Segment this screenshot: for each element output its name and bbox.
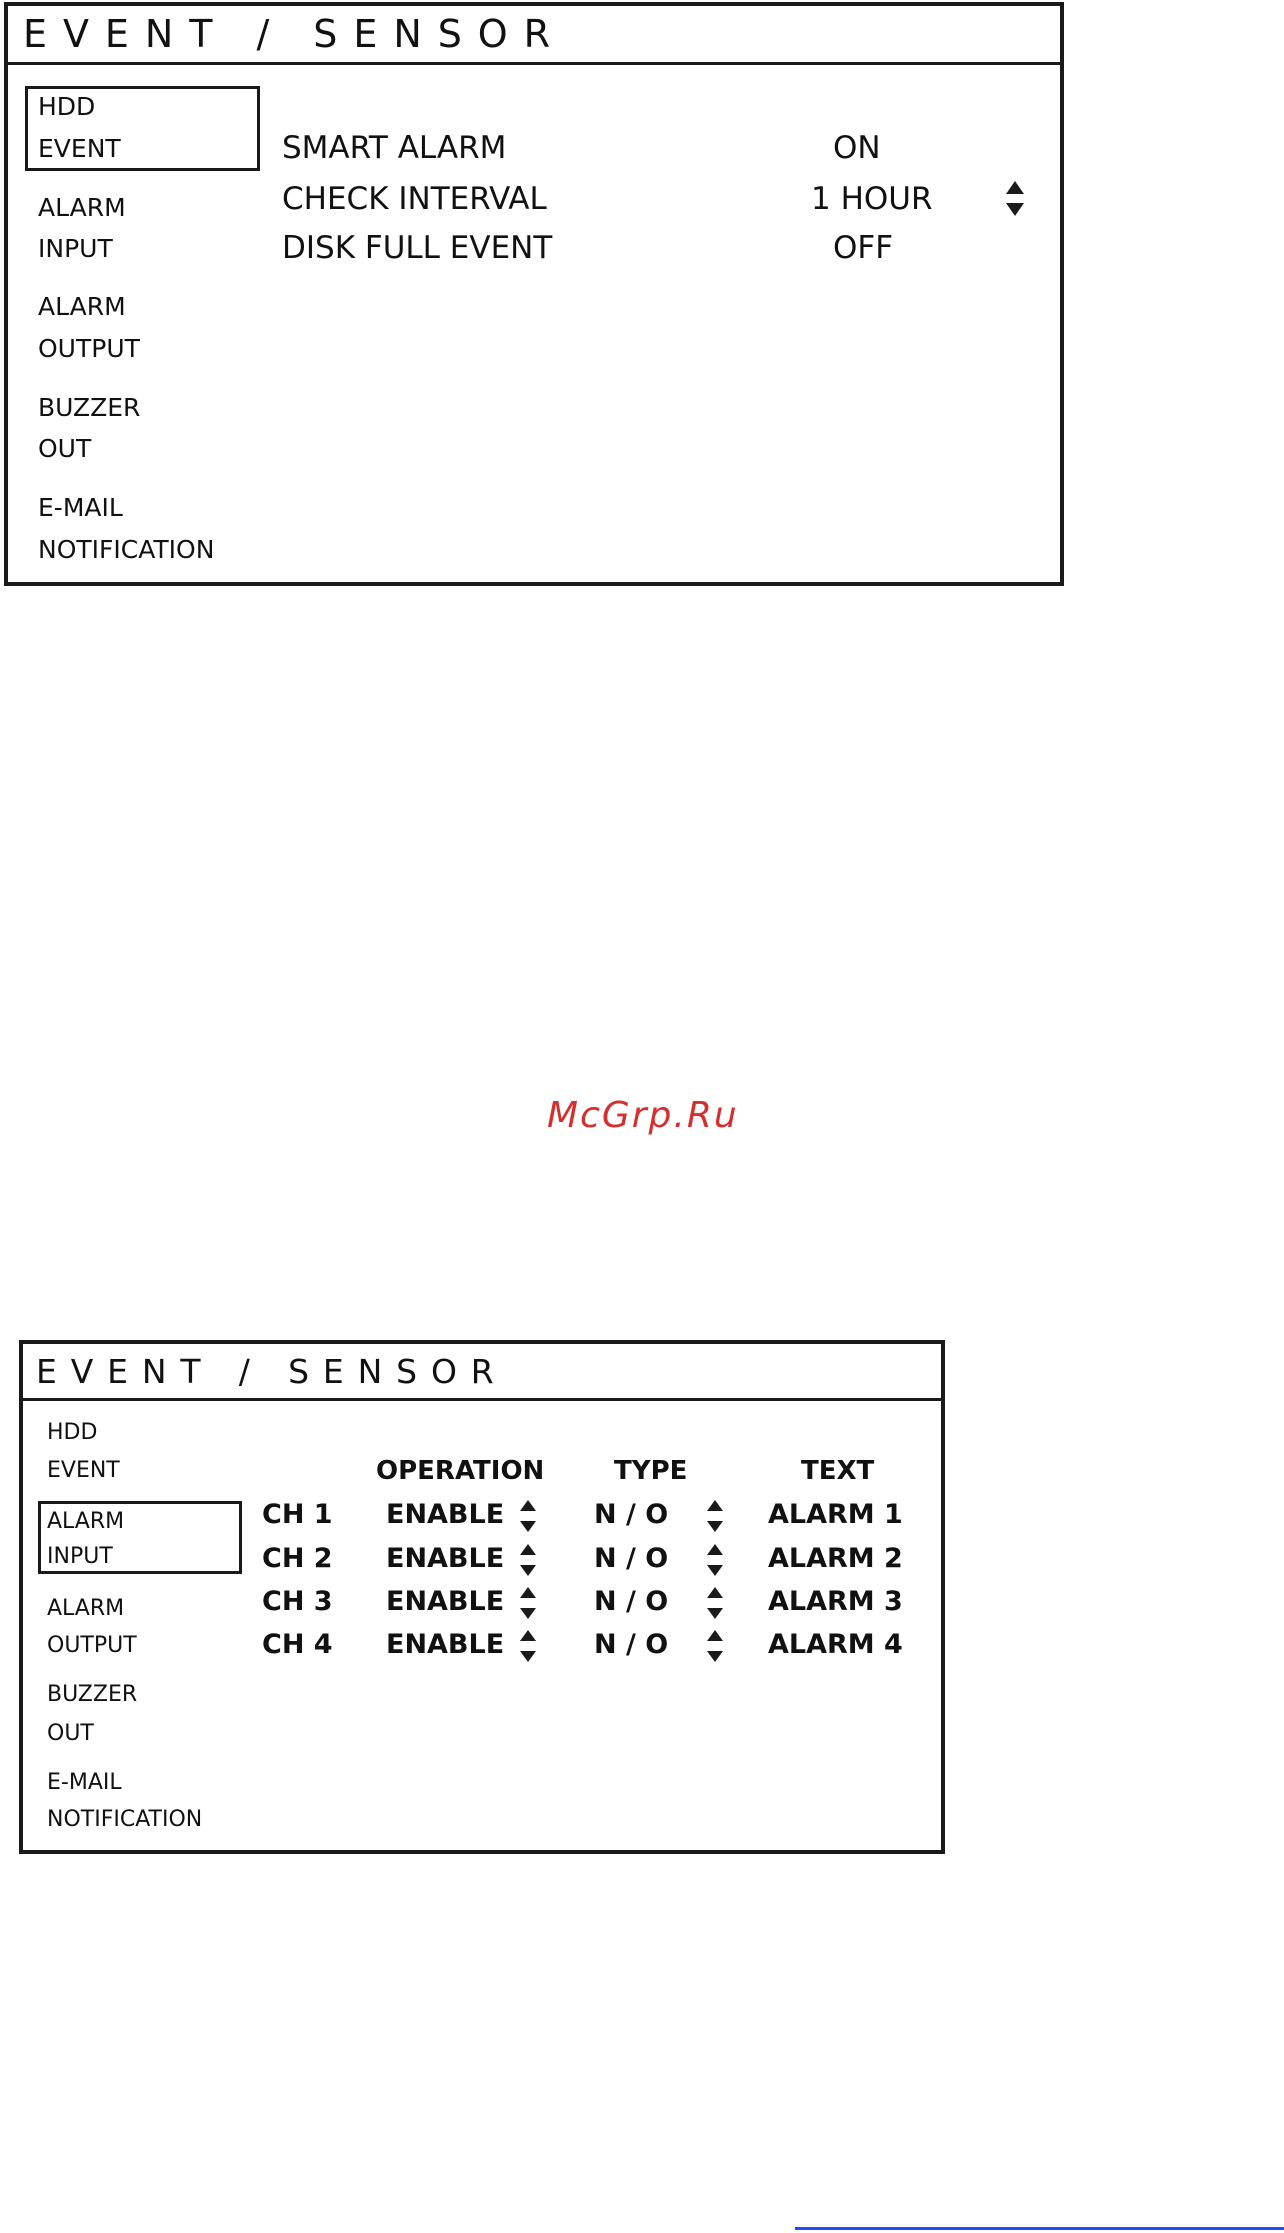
channel-label: CH 2 — [262, 1543, 333, 1574]
panel-title-bar — [8, 6, 1060, 65]
operation-value[interactable]: ENABLE — [386, 1543, 505, 1574]
sidebar-item-label: OUT — [47, 1721, 94, 1746]
channel-label: CH 3 — [262, 1586, 333, 1617]
sidebar-item-label: EVENT — [47, 1458, 120, 1483]
check-interval-label: CHECK INTERVAL — [282, 181, 547, 217]
up-down-arrows-icon[interactable] — [707, 1630, 723, 1662]
alarm-text-value[interactable]: ALARM 2 — [768, 1543, 903, 1574]
check-interval-value[interactable]: 1 HOUR — [811, 181, 933, 217]
alarm-input-panel — [19, 1340, 945, 1854]
sidebar-item-label: E-MAIL — [38, 493, 123, 522]
sidebar-item-label: OUT — [38, 434, 92, 463]
sidebar-item-label: E-MAIL — [47, 1770, 122, 1795]
hdd-event-panel — [4, 2, 1064, 586]
alarm-text-value[interactable]: ALARM 3 — [768, 1586, 903, 1617]
operation-value[interactable]: ENABLE — [386, 1499, 505, 1530]
up-down-arrows-icon[interactable] — [520, 1544, 536, 1576]
up-down-arrows-icon[interactable] — [520, 1587, 536, 1619]
up-down-arrows-icon[interactable] — [707, 1500, 723, 1532]
smart-alarm-value[interactable]: ON — [833, 130, 881, 166]
sidebar-item-label: INPUT — [38, 234, 113, 263]
smart-alarm-label: SMART ALARM — [282, 130, 507, 166]
disk-full-event-label: DISK FULL EVENT — [282, 230, 553, 266]
watermark-text: McGrp.Ru — [547, 1095, 739, 1136]
sidebar-item-label: BUZZER — [47, 1682, 138, 1707]
sidebar-item-label: NOTIFICATION — [47, 1807, 203, 1832]
column-header-text: TEXT — [801, 1456, 875, 1486]
sidebar-item-label: BUZZER — [38, 393, 141, 422]
type-value[interactable]: N / O — [594, 1629, 669, 1660]
alarm-text-value[interactable]: ALARM 1 — [768, 1499, 903, 1530]
up-down-arrows-icon[interactable] — [707, 1544, 723, 1576]
sidebar-item-label: OUTPUT — [38, 334, 140, 363]
sidebar-item-label: ALARM — [38, 292, 126, 321]
alarm-text-value[interactable]: ALARM 4 — [768, 1629, 903, 1660]
sidebar-item-label: ALARM — [47, 1596, 125, 1621]
panel-title: EVENT / SENSOR — [36, 1352, 508, 1391]
column-header-operation: OPERATION — [376, 1456, 545, 1486]
sidebar-item-label: HDD — [38, 92, 96, 121]
channel-label: CH 1 — [262, 1499, 333, 1530]
sidebar-item-label: ALARM — [38, 193, 126, 222]
up-down-arrows-icon[interactable] — [520, 1500, 536, 1532]
up-down-arrows-icon[interactable] — [707, 1587, 723, 1619]
column-header-type: TYPE — [614, 1456, 688, 1486]
sidebar-item-label: EVENT — [38, 134, 121, 163]
sidebar-item-label: INPUT — [47, 1544, 113, 1569]
type-value[interactable]: N / O — [594, 1586, 669, 1617]
channel-label: CH 4 — [262, 1629, 333, 1660]
disk-full-event-value[interactable]: OFF — [833, 230, 894, 266]
sidebar-item-label: ALARM — [47, 1509, 125, 1534]
operation-value[interactable]: ENABLE — [386, 1629, 505, 1660]
sidebar-item-label: NOTIFICATION — [38, 535, 215, 564]
operation-value[interactable]: ENABLE — [386, 1586, 505, 1617]
type-value[interactable]: N / O — [594, 1543, 669, 1574]
footer-divider — [795, 2227, 1284, 2230]
sidebar-item-label: HDD — [47, 1420, 98, 1445]
up-down-arrows-icon[interactable] — [520, 1630, 536, 1662]
panel-title: EVENT / SENSOR — [23, 12, 567, 56]
sidebar-item-label: OUTPUT — [47, 1633, 137, 1658]
up-down-arrows-icon[interactable] — [1006, 181, 1024, 216]
type-value[interactable]: N / O — [594, 1499, 669, 1530]
panel-title-bar — [23, 1344, 941, 1401]
